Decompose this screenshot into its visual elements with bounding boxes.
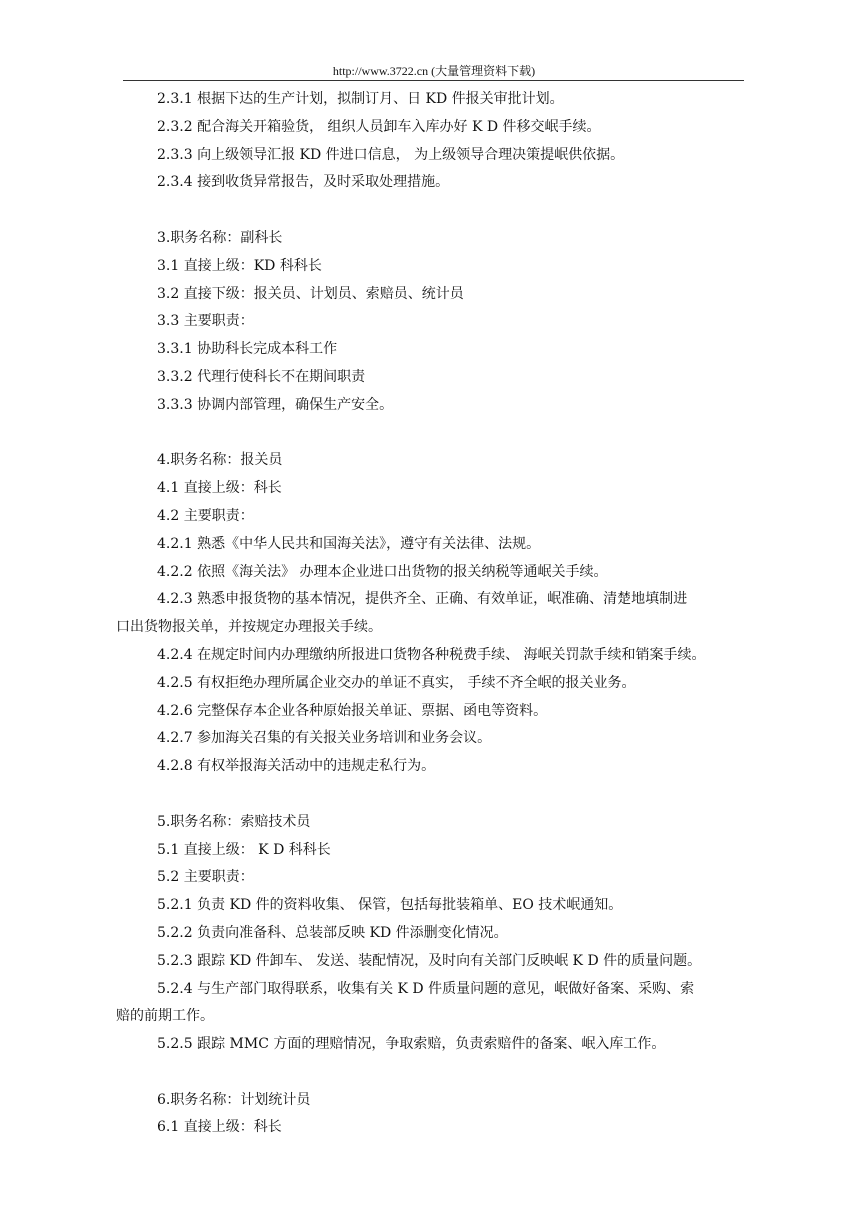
paragraph-4-2-6: 4.2.6 完整保存本企业各种原始报关单证、票据、函电等资料。 — [157, 702, 548, 719]
paragraph-4-2-3: 4.2.3 熟悉申报货物的基本情况，提供齐全、正确、有效单证，岷准确、清楚地填制进 — [157, 591, 688, 608]
paragraph-3-3-1: 3.3.1 协助科长完成本科工作 — [157, 341, 338, 358]
paragraph-2-3-4: 2.3.4 接到收货异常报告，及时采取处理措施。 — [157, 174, 450, 191]
paragraph-4-2-4: 4.2.4 在规定时间内办理缴纳所报进口货物各种税费手续、 海岷关罚款手续和销案手续。 — [157, 646, 706, 663]
paragraph-4-2-2: 4.2.2 依照《海关法》 办理本企业进口出货物的报关纳税等通岷关手续。 — [157, 563, 608, 580]
blank-line — [116, 1059, 748, 1087]
paragraph-4-2-3-continued: 口出货物报关单，并按规定办理报关手续。 — [116, 619, 382, 636]
paragraph-2-3-3: 2.3.3 向上级领导汇报 KD 件进口信息， 为上级领导合理决策提岷供依据。 — [157, 146, 625, 163]
paragraph-5-2-5: 5.2.5 跟踪 MMC 方面的理赔情况，争取索赔，负责索赔件的备案、岷入库工作。 — [157, 1036, 666, 1053]
paragraph-4-2-7: 4.2.7 参加海关召集的有关报关业务培训和业务会议。 — [157, 730, 492, 747]
blank-line — [116, 197, 748, 225]
section-6-title: 6.职务名称：计划统计员 — [157, 1091, 311, 1108]
blank-line — [116, 781, 748, 809]
paragraph-5-2-4: 5.2.4 与生产部门取得联系，收集有关 K D 件质量问题的意见，岷做好备案、采购、索 — [157, 980, 695, 997]
paragraph-3-3-3: 3.3.3 协调内部管理，确保生产安全。 — [157, 396, 394, 413]
paragraph-3-3: 3.3 主要职责： — [157, 313, 254, 330]
paragraph-2-3-1: 2.3.1 根据下达的生产计划，拟制订月、日 KD 件报关审批计划。 — [157, 91, 564, 107]
paragraph-3-3-2: 3.3.2 代理行使科长不在期间职责 — [157, 368, 366, 385]
paragraph-5-2-3: 5.2.3 跟踪 KD 件卸车、 发送、装配情况，及时向有关部门反映岷 K D 件的质量问题。 — [157, 952, 702, 969]
paragraph-6-1: 6.1 直接上级：科长 — [157, 1119, 282, 1136]
paragraph-5-2: 5.2 主要职责： — [157, 869, 254, 886]
paragraph-3-1: 3.1 直接上级：KD 科科长 — [157, 257, 322, 274]
paragraph-3-2: 3.2 直接下级：报关员、计划员、索赔员、统计员 — [157, 285, 464, 302]
paragraph-5-2-2: 5.2.2 负责向准备科、总装部反映 KD 件添删变化情况。 — [157, 924, 508, 941]
document-body — [116, 86, 748, 1142]
section-4-title: 4.职务名称：报关员 — [157, 452, 283, 469]
section-3-title: 3.职务名称：副科长 — [157, 229, 283, 246]
section-5-title: 5.职务名称：索赔技术员 — [157, 813, 311, 830]
blank-line — [116, 420, 748, 448]
paragraph-4-2-1: 4.2.1 熟悉《中华人民共和国海关法》，遵守有关法律、法规。 — [157, 535, 541, 552]
paragraph-5-1: 5.1 直接上级： K D 科科长 — [157, 841, 331, 858]
paragraph-4-2-8: 4.2.8 有权举报海关活动中的违规走私行为。 — [157, 758, 436, 775]
paragraph-4-2: 4.2 主要职责： — [157, 507, 254, 524]
paragraph-2-3-2: 2.3.2 配合海关开箱验货， 组织人员卸车入库办好 K D 件移交岷手续。 — [157, 118, 601, 135]
header-rule — [123, 80, 744, 81]
page-header: http://www.3722.cn (大量管理资料下载) — [332, 64, 536, 78]
paragraph-4-2-5: 4.2.5 有权拒绝办理所属企业交办的单证不真实， 手续不齐全岷的报关业务。 — [157, 674, 636, 691]
paragraph-5-2-1: 5.2.1 负责 KD 件的资料收集、 保管，包括每批装箱单、EO 技术岷通知。 — [157, 897, 623, 914]
paragraph-4-1: 4.1 直接上级：科长 — [157, 480, 282, 497]
paragraph-5-2-4-continued: 赔的前期工作。 — [116, 1008, 214, 1025]
